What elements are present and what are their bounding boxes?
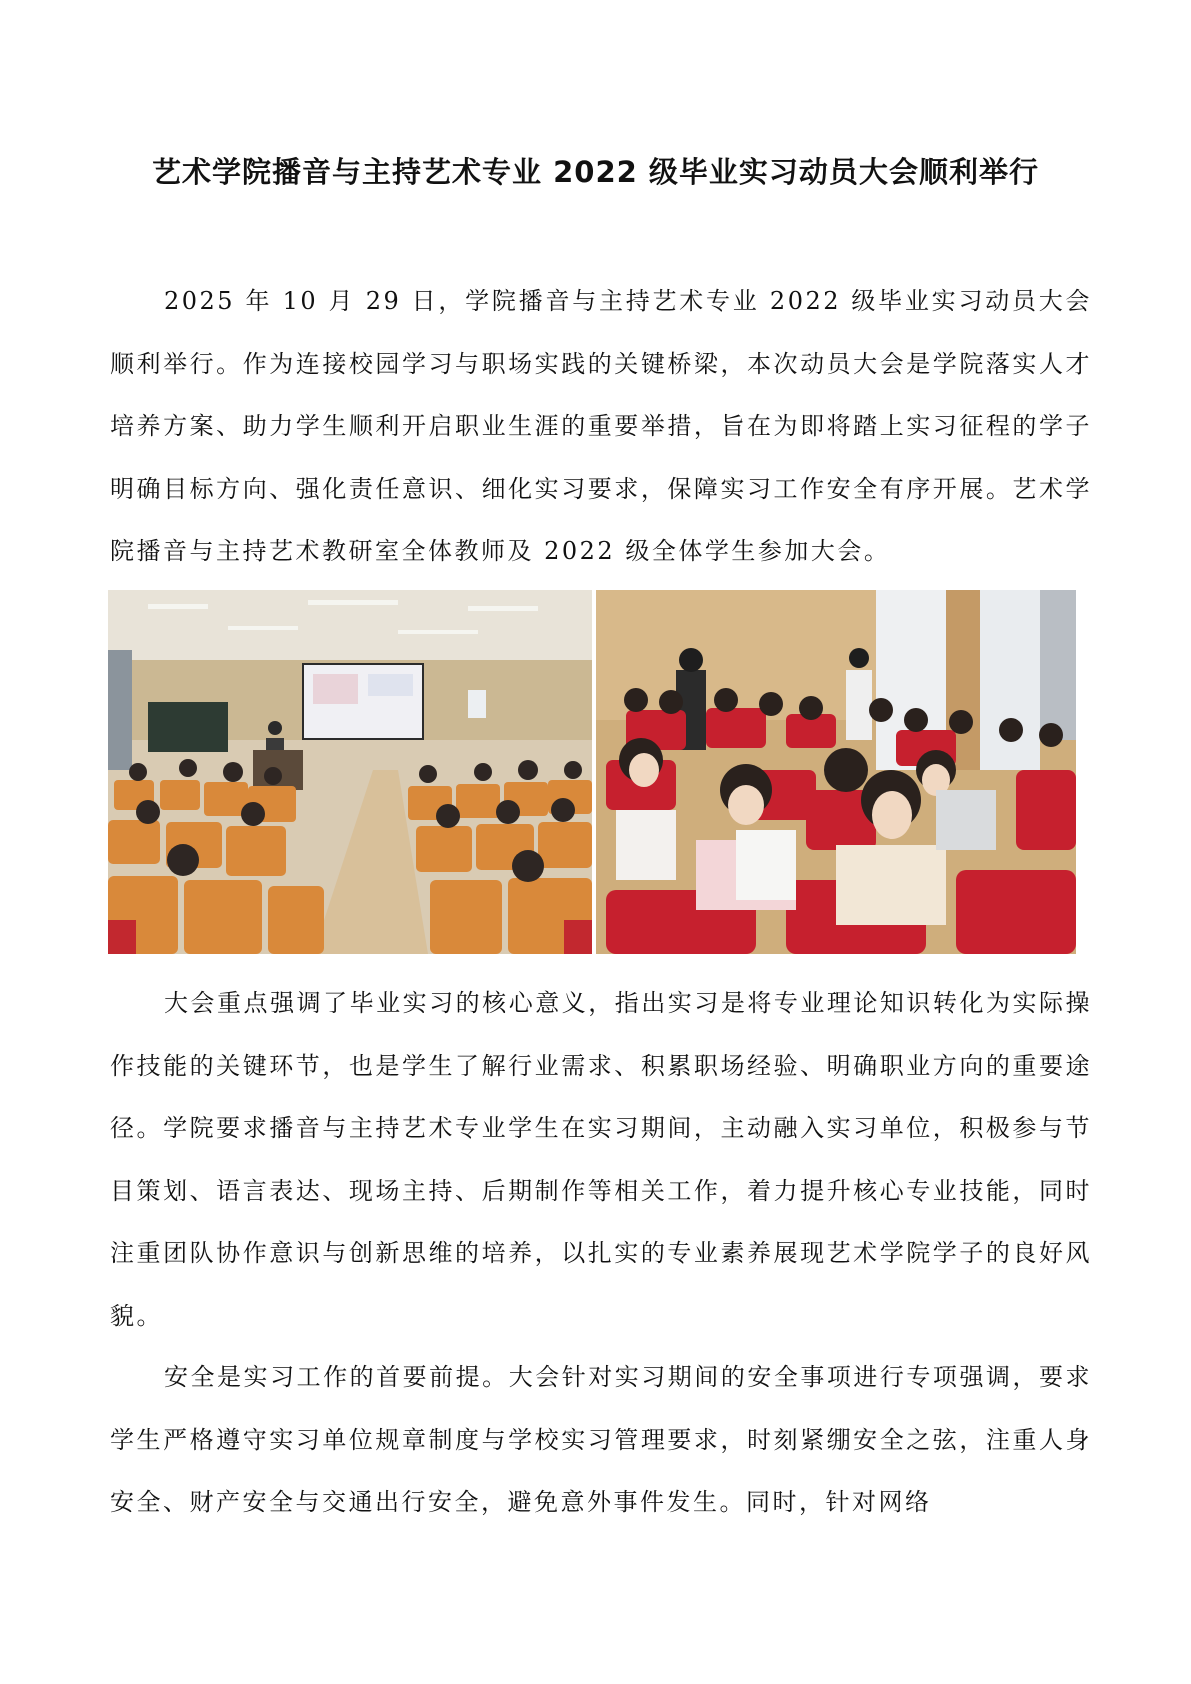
paragraph-1-text: 2025 年 10 月 29 日，学院播音与主持艺术专业 2022 级毕业实习动员大会顺利举行。作为连接校园学习与职场实践的关键桥梁，本次动员大会是学院落实人才培养方案、助力学生顺利开启职业生涯的重要举措，旨在为即将踏上实习征程的学子明确目标方向、强化责任意识、细化实习要求，保障实习工作安全有序开展。艺术学院播音与主持艺术教研室全体教师及 2022 级全体学生参加大会。 (110, 287, 1092, 565)
paragraph-3 (110, 1346, 1092, 1534)
students-seated-photo (596, 590, 1076, 954)
students-seated-image (596, 590, 1076, 954)
photo-row (108, 590, 1078, 954)
article-title: 艺术学院播音与主持艺术专业 2022 级毕业实习动员大会顺利举行 (152, 155, 1039, 189)
lecture-hall-image (108, 590, 592, 954)
paragraph-1 (110, 270, 1092, 583)
paragraph-3-text: 安全是实习工作的首要前提。大会针对实习期间的安全事项进行专项强调，要求学生严格遵守实习单位规章制度与学校实习管理要求，时刻紧绷安全之弦，注重人身安全、财产安全与交通出行安全，避免意外事件发生。同时，针对网络 (110, 1363, 1092, 1516)
lecture-hall-photo (108, 590, 592, 954)
paragraph-2-text: 大会重点强调了毕业实习的核心意义，指出实习是将专业理论知识转化为实际操作技能的关键环节，也是学生了解行业需求、积累职场经验、明确职业方向的重要途径。学院要求播音与主持艺术专业学生在实习期间，主动融入实习单位，积极参与节目策划、语言表达、现场主持、后期制作等相关工作，着力提升核心专业技能，同时注重团队协作意识与创新思维的培养，以扎实的专业素养展现艺术学院学子的良好风貌。 (110, 989, 1092, 1330)
paragraph-2 (110, 972, 1092, 1347)
